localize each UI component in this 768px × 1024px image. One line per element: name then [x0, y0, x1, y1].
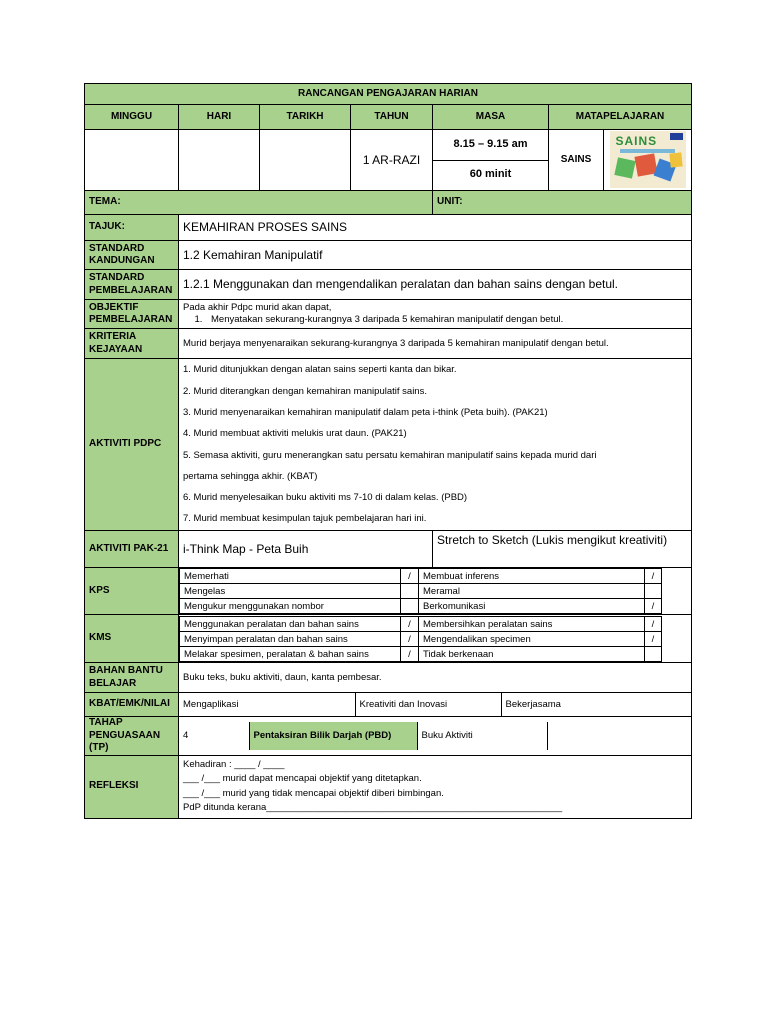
cover-cell	[604, 130, 692, 191]
kbat-label: KBAT/EMK/NILAI	[85, 693, 179, 717]
kbat-values	[179, 693, 692, 717]
kps-item: Memerhati	[180, 569, 401, 584]
tahun-value: 1 AR-RAZI	[351, 130, 433, 191]
aktiviti-item: 6. Murid menyelesaikan buku aktiviti ms 7-10 di dalam kelas. (PBD)	[183, 492, 468, 504]
refleksi-line: Kehadiran : ____ / ____	[183, 758, 285, 770]
standard-pembelajaran-label: STANDARD PEMBELAJARAN	[85, 270, 179, 300]
refleksi-line: ___ /___ murid dapat mencapai objektif yang ditetapkan.	[183, 773, 422, 784]
kps-item: Mengelas	[180, 584, 401, 599]
aktiviti-item: 2. Murid diterangkan dengan kemahiran manipulatif sains.	[183, 385, 427, 397]
kps-label: KPS	[85, 568, 179, 615]
tema-label[interactable]: TEMA:	[85, 191, 433, 215]
kps-checkbox[interactable]: /	[645, 569, 662, 584]
kms-item: Mengendalikan specimen	[419, 632, 645, 647]
kps-checkbox[interactable]: /	[401, 569, 419, 584]
kps-checkbox[interactable]	[645, 584, 662, 599]
tahap-values	[179, 717, 692, 756]
masa-duration: 60 minit	[469, 168, 512, 181]
kbat-value-1: Mengaplikasi	[179, 693, 355, 716]
kps-item: Mengukur menggunakan nombor	[180, 599, 401, 614]
aktiviti-pak21-right: Stretch to Sketch (Lukis mengikut kreativiti)	[433, 531, 692, 568]
kps-grid	[179, 568, 692, 615]
kms-checkbox[interactable]: /	[401, 617, 419, 632]
kbat-value-3: Bekerjasama	[505, 699, 561, 710]
kriteria-value: Murid berjaya menyenaraikan sekurang-kurangnya 3 daripada 5 kemahiran manipulatif dengan betul.	[179, 329, 692, 359]
pbd-label: Pentaksiran Bilik Darjah (PBD)	[249, 722, 417, 750]
aktiviti-item: 3. Murid menyenaraikan kemahiran manipulatif dalam peta i-think (Peta buih). (PAK21)	[183, 406, 548, 418]
cover-stripe	[620, 149, 675, 153]
kms-item: Menggunakan peralatan dan bahan sains	[180, 617, 401, 632]
cover-cube-icon	[669, 152, 682, 167]
kps-item: Berkomunikasi	[419, 599, 645, 614]
standard-kandungan-value: 1.2 Kemahiran Manipulatif	[179, 241, 692, 270]
pbd-extra-cell[interactable]	[547, 722, 691, 750]
kriteria-label: KRITERIA KEJAYAAN	[85, 329, 179, 359]
header-hari: HARI	[179, 105, 260, 130]
kps-checkbox[interactable]	[401, 584, 419, 599]
tajuk-value: KEMAHIRAN PROSES SAINS	[179, 215, 692, 241]
bahan-value: Buku teks, buku aktiviti, daun, kanta pembesar.	[179, 663, 692, 693]
minggu-cell[interactable]	[85, 130, 179, 191]
refleksi-label: REFLEKSI	[85, 755, 179, 818]
refleksi-line: ___ /___ murid yang tidak mencapai objektif diberi bimbingan.	[183, 787, 444, 799]
tahap-label: TAHAP PENGUASAAN (TP)	[85, 717, 179, 756]
kms-checkbox[interactable]: /	[401, 647, 419, 662]
kbat-value-2: Kreativiti dan Inovasi	[355, 693, 501, 716]
kps-item: Membuat inferens	[419, 569, 645, 584]
refleksi-value	[179, 755, 692, 818]
kbat-table	[179, 693, 691, 716]
kps-table	[179, 568, 692, 614]
masa-cell	[433, 130, 549, 191]
objektif-value	[179, 300, 692, 329]
lesson-plan-table	[84, 83, 692, 819]
header-tarikh: TARIKH	[260, 105, 351, 130]
tahap-table	[179, 722, 691, 750]
subject-value: SAINS	[549, 130, 604, 191]
kps-item: Meramal	[419, 584, 645, 599]
kms-item: Tidak berkenaan	[419, 647, 645, 662]
hari-cell[interactable]	[179, 130, 260, 191]
cover-cube-icon	[614, 157, 635, 178]
header-minggu: MINGGU	[85, 105, 179, 130]
refleksi-line: PdP ditunda kerana________________________________________________________	[183, 802, 563, 813]
kms-grid	[179, 615, 692, 663]
header-tahun: TAHUN	[351, 105, 433, 130]
masa-time: 8.15 – 9.15 am	[433, 130, 548, 161]
aktiviti-item: 7. Murid membuat kesimpulan tajuk pembelajaran hari ini.	[183, 513, 427, 525]
aktiviti-item: 1. Murid ditunjukkan dengan alatan sains seperti kanta dan bikar.	[183, 364, 457, 376]
tahap-value: 4	[179, 722, 249, 750]
objektif-label: OBJEKTIF PEMBELAJARAN	[85, 300, 179, 329]
kms-checkbox[interactable]: /	[645, 617, 662, 632]
kms-item: Melakar spesimen, peralatan & bahan sains	[180, 647, 401, 662]
aktiviti-item: 4. Murid membuat aktiviti melukis urat daun. (PAK21)	[183, 428, 407, 440]
header-masa: MASA	[433, 105, 549, 130]
header-matapelajaran: MATAPELAJARAN	[549, 105, 692, 130]
kms-label: KMS	[85, 615, 179, 663]
cover-title: SAINS	[615, 134, 658, 148]
textbook-cover-image	[610, 131, 686, 188]
kms-checkbox[interactable]: /	[401, 632, 419, 647]
tajuk-label: TAJUK:	[85, 215, 179, 241]
aktiviti-item: 5. Semasa aktiviti, guru menerangkan satu persatu kemahiran manipulatif sains kepada murid dari	[183, 449, 597, 461]
kms-checkbox[interactable]: /	[645, 632, 662, 647]
aktiviti-pak21-label: AKTIVITI PAK-21	[85, 531, 179, 568]
kms-table	[179, 616, 692, 662]
kps-checkbox[interactable]	[401, 599, 419, 614]
kps-checkbox[interactable]: /	[645, 599, 662, 614]
aktiviti-pdpc-label: AKTIVITI PDPC	[85, 359, 179, 531]
kms-item: Menyimpan peralatan dan bahan sains	[180, 632, 401, 647]
aktiviti-pdpc-list	[179, 359, 692, 531]
tarikh-cell[interactable]	[260, 130, 351, 191]
kms-checkbox[interactable]	[645, 647, 662, 662]
aktiviti-item: pertama sehingga akhir. (KBAT)	[183, 470, 318, 482]
pbd-value: Buku Aktiviti	[417, 722, 547, 750]
kms-item: Membersihkan peralatan sains	[419, 617, 645, 632]
objektif-item: 1. Menyatakan sekurang-kurangnya 3 daripada 5 kemahiran manipulatif dengan betul.	[205, 314, 687, 326]
objektif-intro: Pada akhir Pdpc murid akan dapat,	[183, 302, 332, 314]
standard-kandungan-label: STANDARD KANDUNGAN	[85, 241, 179, 270]
aktiviti-pak21-left: i-Think Map - Peta Buih	[179, 531, 433, 568]
form-title: RANCANGAN PENGAJARAN HARIAN	[85, 84, 692, 105]
standard-pembelajaran-value: 1.2.1 Menggunakan dan mengendalikan peralatan dan bahan sains dengan betul.	[179, 270, 692, 300]
bahan-label: BAHAN BANTU BELAJAR	[85, 663, 179, 693]
cover-badge	[670, 133, 683, 140]
lesson-plan-form	[84, 83, 691, 819]
unit-label[interactable]: UNIT:	[433, 191, 692, 215]
